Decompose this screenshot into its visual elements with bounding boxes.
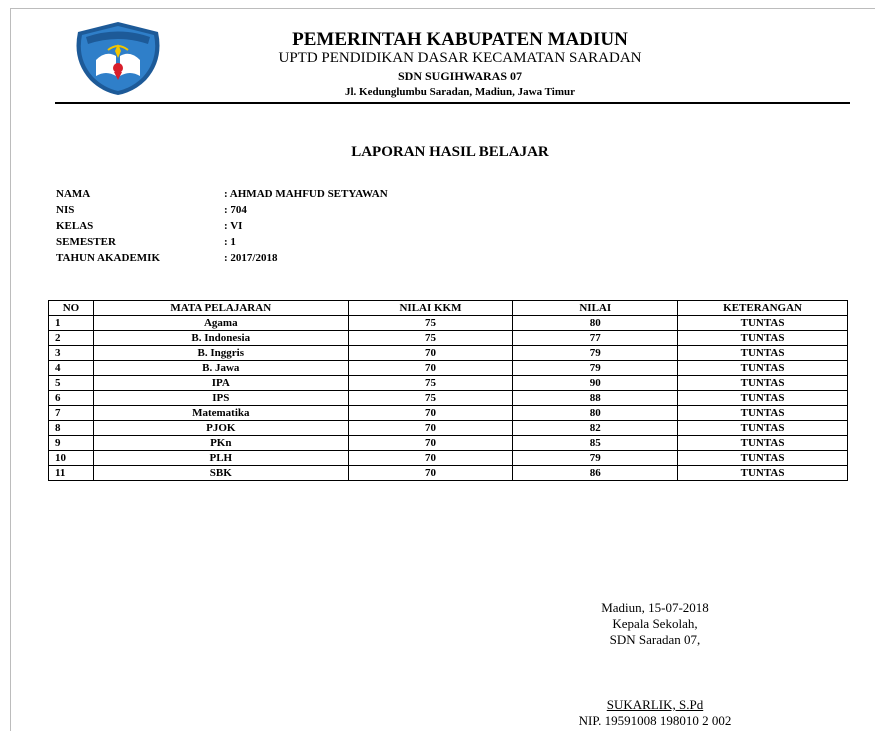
cell-no: 7 xyxy=(49,406,94,421)
cell-kkm: 70 xyxy=(348,421,513,436)
cell-remarks: TUNTAS xyxy=(678,436,848,451)
info-value: : 704 xyxy=(224,204,247,216)
table-row xyxy=(49,391,848,406)
cell-kkm: 75 xyxy=(348,376,513,391)
cell-kkm: 75 xyxy=(348,331,513,346)
cell-no: 2 xyxy=(49,331,94,346)
signer-name: SUKARLIK, S.Pd xyxy=(606,697,704,712)
info-value: : VI xyxy=(224,220,243,232)
table-row xyxy=(49,376,848,391)
cell-subject: PKn xyxy=(93,436,348,451)
table-row xyxy=(49,466,848,481)
info-row-semester xyxy=(56,234,388,250)
cell-no: 8 xyxy=(49,421,94,436)
cell-no: 6 xyxy=(49,391,94,406)
info-value: : AHMAD MAHFUD SETYAWAN xyxy=(224,188,388,200)
cell-kkm: 75 xyxy=(348,391,513,406)
cell-remarks: TUNTAS xyxy=(678,406,848,421)
government-title: PEMERINTAH KABUPATEN MADIUN xyxy=(292,29,628,50)
info-value: : 1 xyxy=(224,236,236,248)
cell-kkm: 70 xyxy=(348,406,513,421)
signature-block xyxy=(540,600,770,648)
cell-kkm: 75 xyxy=(348,316,513,331)
table-row xyxy=(49,451,848,466)
cell-score: 80 xyxy=(513,406,678,421)
page-left-border xyxy=(10,8,11,731)
info-row-kelas xyxy=(56,218,388,234)
place-date: Madiun, 15-07-2018 xyxy=(601,600,709,615)
cell-score: 79 xyxy=(513,361,678,376)
signer-role: Kepala Sekolah, xyxy=(612,616,698,631)
cell-remarks: TUNTAS xyxy=(678,421,848,436)
info-row-nama xyxy=(56,186,388,202)
info-row-tahun-akademik xyxy=(56,250,388,266)
cell-no: 11 xyxy=(49,466,94,481)
cell-subject: IPA xyxy=(93,376,348,391)
info-row-nis xyxy=(56,202,388,218)
signer-nip: NIP. 19591008 198010 2 002 xyxy=(578,713,732,728)
cell-remarks: TUNTAS xyxy=(678,346,848,361)
table-row xyxy=(49,406,848,421)
cell-score: 90 xyxy=(513,376,678,391)
cell-no: 9 xyxy=(49,436,94,451)
info-label: NIS xyxy=(56,204,75,216)
cell-subject: Matematika xyxy=(93,406,348,421)
table-header-row xyxy=(49,301,848,316)
table-row xyxy=(49,346,848,361)
column-header-no: NO xyxy=(49,301,94,316)
school-address: Jl. Kedunglumbu Saradan, Madiun, Jawa Timur xyxy=(344,86,576,98)
letterhead xyxy=(180,30,740,100)
cell-remarks: TUNTAS xyxy=(678,466,848,481)
column-header-kkm: NILAI KKM xyxy=(348,301,513,316)
cell-score: 85 xyxy=(513,436,678,451)
info-value: : 2017/2018 xyxy=(224,252,278,264)
table-row xyxy=(49,361,848,376)
page-top-border xyxy=(10,8,875,9)
info-label: TAHUN AKADEMIK xyxy=(56,252,160,264)
department-subtitle: UPTD PENDIDIKAN DASAR KECAMATAN SARADAN xyxy=(278,50,642,66)
cell-score: 86 xyxy=(513,466,678,481)
cell-no: 3 xyxy=(49,346,94,361)
cell-score: 88 xyxy=(513,391,678,406)
cell-subject: B. Inggris xyxy=(93,346,348,361)
cell-subject: PLH xyxy=(93,451,348,466)
report-title: LAPORAN HASIL BELAJAR xyxy=(351,144,549,160)
cell-kkm: 70 xyxy=(348,346,513,361)
table-row xyxy=(49,331,848,346)
letterhead-divider xyxy=(55,102,850,104)
column-header-remarks: KETERANGAN xyxy=(678,301,848,316)
cell-remarks: TUNTAS xyxy=(678,451,848,466)
cell-kkm: 70 xyxy=(348,361,513,376)
info-label: NAMA xyxy=(56,188,91,200)
cell-kkm: 70 xyxy=(348,451,513,466)
cell-subject: SBK xyxy=(93,466,348,481)
cell-kkm: 70 xyxy=(348,436,513,451)
cell-no: 5 xyxy=(49,376,94,391)
table-row xyxy=(49,436,848,451)
cell-score: 82 xyxy=(513,421,678,436)
table-row xyxy=(49,421,848,436)
grades-table xyxy=(48,300,848,481)
cell-score: 77 xyxy=(513,331,678,346)
cell-no: 4 xyxy=(49,361,94,376)
cell-no: 10 xyxy=(49,451,94,466)
school-name: SDN SUGIHWARAS 07 xyxy=(397,69,523,83)
cell-subject: Agama xyxy=(93,316,348,331)
table-row xyxy=(49,316,848,331)
cell-remarks: TUNTAS xyxy=(678,331,848,346)
student-info xyxy=(56,186,388,266)
cell-score: 79 xyxy=(513,346,678,361)
cell-no: 1 xyxy=(49,316,94,331)
column-header-score: NILAI xyxy=(513,301,678,316)
cell-subject: B. Jawa xyxy=(93,361,348,376)
cell-subject: B. Indonesia xyxy=(93,331,348,346)
cell-subject: IPS xyxy=(93,391,348,406)
info-label: KELAS xyxy=(56,220,94,232)
cell-score: 79 xyxy=(513,451,678,466)
cell-remarks: TUNTAS xyxy=(678,391,848,406)
cell-score: 80 xyxy=(513,316,678,331)
signer-school: SDN Saradan 07, xyxy=(609,632,701,647)
tut-wuri-handayani-logo xyxy=(68,20,168,96)
signer-identity xyxy=(520,697,790,729)
info-label: SEMESTER xyxy=(56,236,116,248)
column-header-subject: MATA PELAJARAN xyxy=(93,301,348,316)
cell-remarks: TUNTAS xyxy=(678,361,848,376)
cell-remarks: TUNTAS xyxy=(678,376,848,391)
cell-kkm: 70 xyxy=(348,466,513,481)
cell-subject: PJOK xyxy=(93,421,348,436)
cell-remarks: TUNTAS xyxy=(678,316,848,331)
